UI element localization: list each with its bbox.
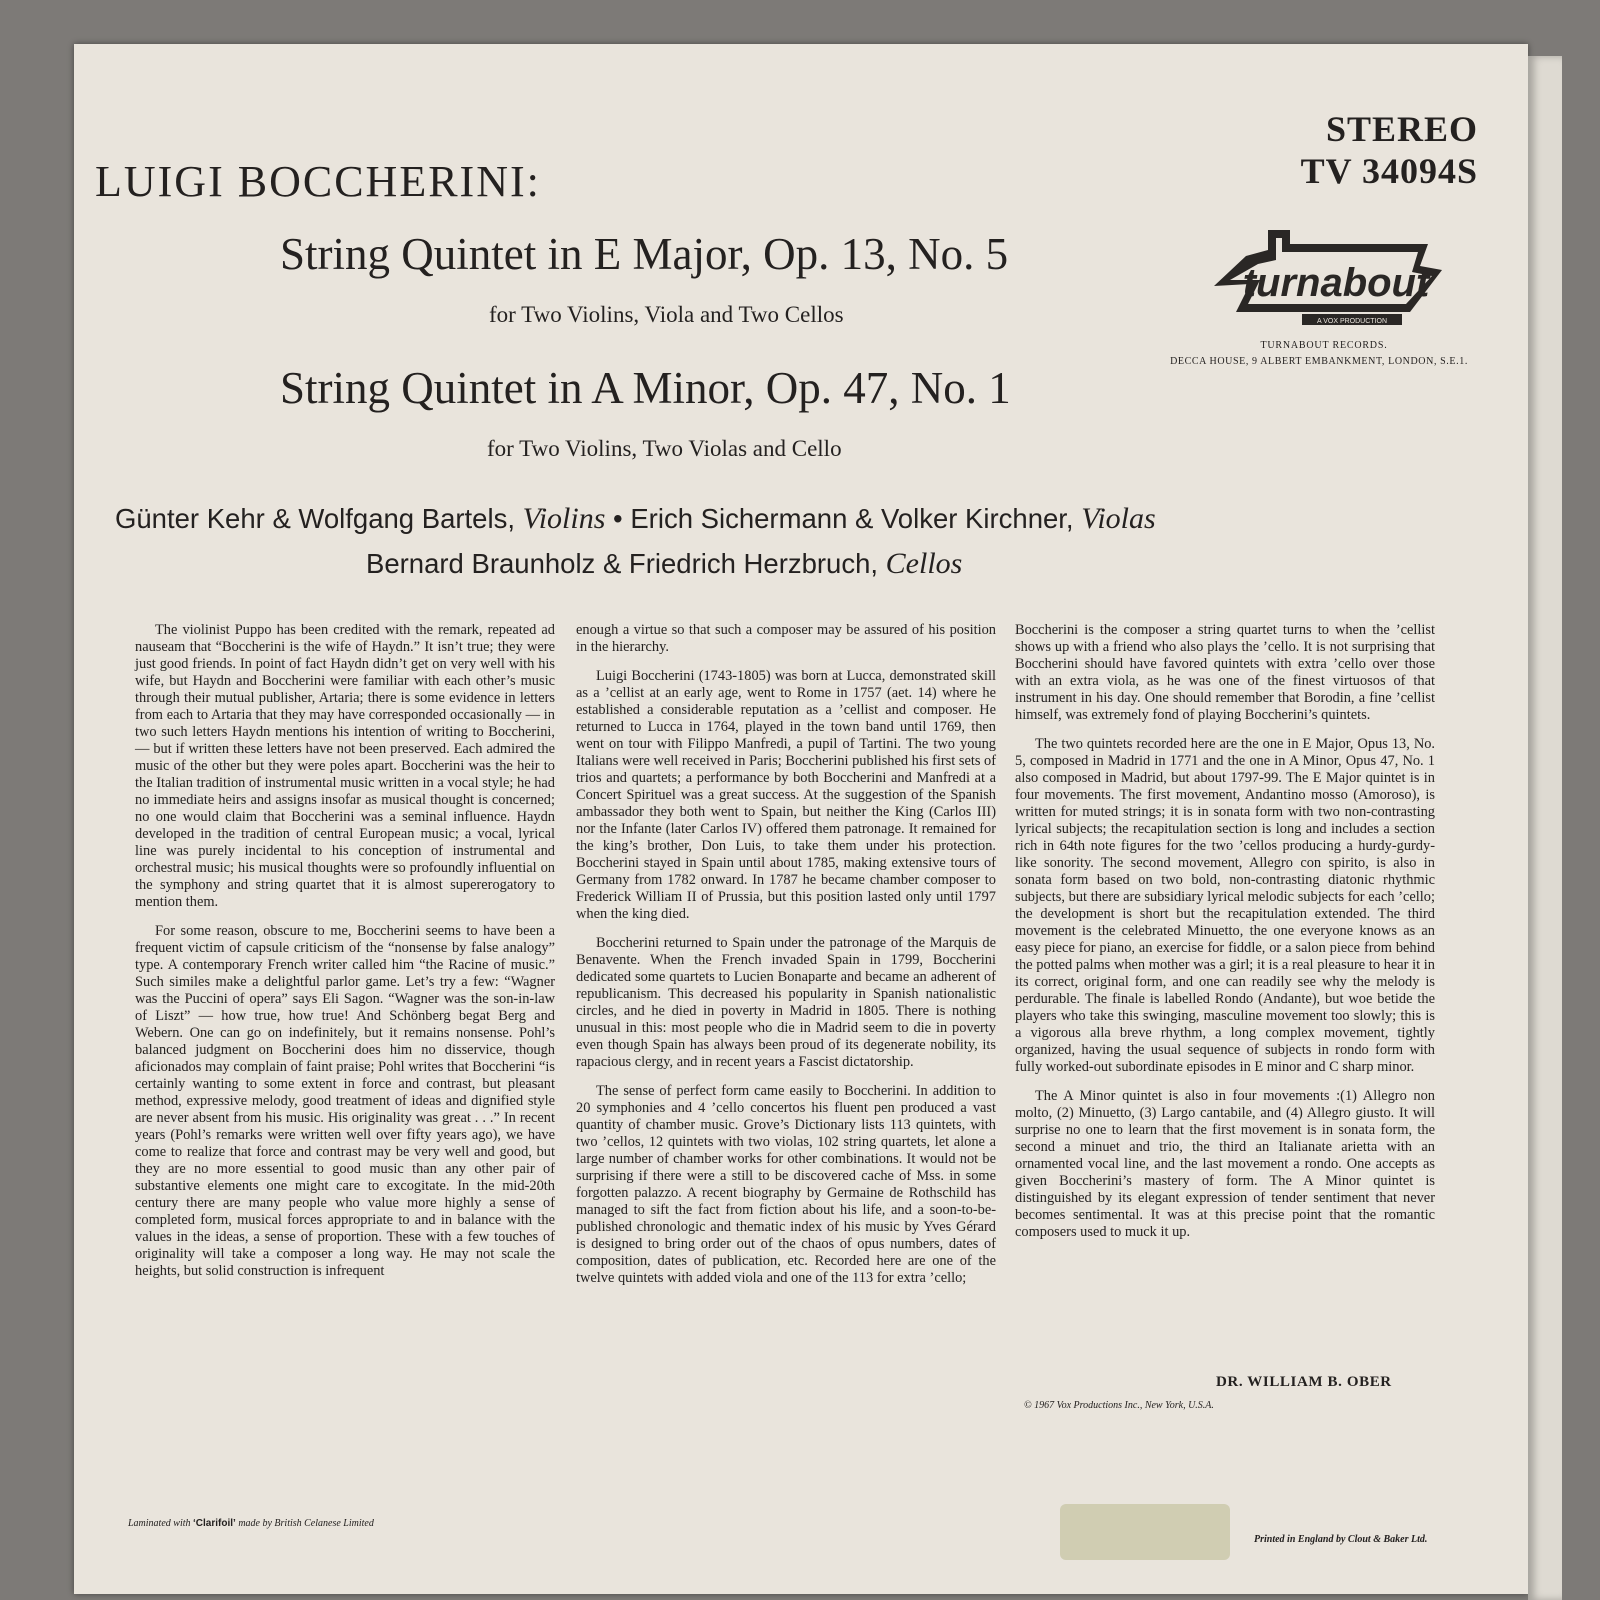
notes-column-2: [576, 622, 996, 1299]
violas-role: Violas: [1081, 502, 1156, 535]
instrumentation-1: for Two Violins, Viola and Two Cellos: [489, 302, 844, 327]
laminate-suffix: made by British Celanese Limited: [235, 1518, 374, 1529]
logo-wordmark: turnabout: [1242, 261, 1430, 305]
notes-paragraph: Boccherini returned to Spain under the patronage of the Marquis de Benavente. When the French invaded Spain in 1799, Boccherini dedicated some quartets to Lucien Bonaparte and became an adherent of republicanism. This decreased his popularity in Spanish nationalistic circles, and he died in poverty in Madrid in 1805. There is nothing unusual in this: most people who die in Madrid seem to die in poverty even though Spain has always been proud of its degenerate nobility, its rapacious clergy, and in recent years a Fascist dictatorship.: [576, 935, 996, 1070]
notes-paragraph: For some reason, obscure to me, Boccherini seems to have been a frequent victim of capsule criticism of the “nonsense by false analogy” type. A contemporary French writer called him “the Racine of music.” Such similes make a delightful parlor game. Let’s try a few: “Wagner was the Puccini of opera” says Eli Sagon. “Wagner was the son-in-law of Liszt” — how true, how true! And Schönberg begat Berg and Webern. One can go on indefinitely, but it remains nonsense. Pohl’s balanced judgment on Boccherini does him no disservice, though aficionados may complain of faint praise; Pohl writes that Boccherini “is certainly wanting to some extent in force and contrast, but pleasant method, expressive melody, good treatment of ideas and dignified style are never absent from his music. His originality was great . . .” In recent years (Pohl’s remarks were written well over fifty years ago), we have come to realize that force and contrast may be very well and good, but they are no more essential to good music than any other pair of substantive elements one might care to excogitate. In the mid-20th century there are many people who value more highly a sense of completed form, musical forces appropriate to and in balance with the values in the ideas, a sense of proportion. These with a few touches of originality will take a composer a long way. He may not scale the heights, but solid construction is infrequent: [135, 923, 555, 1279]
notes-paragraph: enough a virtue so that such a composer may be assured of his position in the hierarchy.: [576, 622, 996, 655]
work-title-1: String Quintet in E Major, Op. 13, No. 5: [280, 229, 1009, 279]
notes-paragraph: The sense of perfect form came easily to Boccherini. In addition to 20 symphonies and 4 ’cello concertos his fluent pen produced a vast quantity of chamber music. Grove’s Dictionary lists 113 quintets, with two ’cellos, 12 quintets with two violas, 102 string quartets, let alone a large number of chamber works for other combinations. It would not be surprising if there were a still to be discovered cache of Mss. in some forgotten palazzo. A recent biography by Germaine de Rothschild has managed to sift the fact from fiction about his life, and a soon-to-be-published chronologic and thematic index of his music by Yves Gérard is designed to bring order out of the chaos of opus numbers, dates of composition, dates of publication, etc. Recorded here are one of the twelve quintets with added viola and one of the 113 for extra ’cello;: [576, 1083, 996, 1286]
composer-title: LUIGI BOCCHERINI:: [95, 157, 541, 206]
turnabout-logo: [1196, 204, 1452, 336]
author-signature: DR. WILLIAM B. OBER: [1216, 1374, 1392, 1390]
laminate-credit: [128, 1518, 374, 1529]
violists: Erich Sichermann & Volker Kirchner,: [630, 503, 1082, 534]
stereo-label: STEREO: [1325, 109, 1478, 149]
bullet-separator: •: [605, 503, 631, 534]
notes-column-3: [1015, 622, 1435, 1253]
notes-paragraph: The A Minor quintet is also in four movements :(1) Allegro non molto, (2) Minuetto, (3) Largo cantabile, and (4) Allegro giusto. It will surprise no one to learn that the first movement is in sonata form, the second a minuet and trio, the third an Italianate arietta with an ornamented vocal line, and the last movement a rondo. One accepts as given Boccherini’s mastery of form. The A Minor quintet is distinguished by its elegant expression of tender sentiment that never becomes sentimental. It was at this precise point that the romantic composers used to muck it up.: [1015, 1088, 1435, 1240]
label-address: DECCA HOUSE, 9 ALBERT EMBANKMENT, LONDON, S.E.1.: [1170, 356, 1468, 367]
instrumentation-2: for Two Violins, Two Violas and Cello: [487, 436, 842, 461]
cellos-role: Cellos: [885, 547, 963, 580]
notes-paragraph: The violinist Puppo has been credited with the remark, repeated ad nauseam that “Boccherini is the wife of Haydn.” It isn’t true; they were just good friends. In point of fact Haydn didn’t get on very well with his wife, but Haydn and Boccherini were familiar with each other’s music through their mutual publisher, Artaria; there is some evidence in letters from each to Artaria that they may have corresponded occasionally — in two such letters Haydn mentions his intention of writing to Boccherini, — but if written these letters have not been preserved. Each admired the music of the other but they were poles apart. Boccherini was the heir to the Italian tradition of instrumental music written in a vocal style; he had no immediate heirs and assigns insofar as musical thought is concerned; no one would claim that Boccherini was a seminal influence. Haydn developed in the tradition of central European music; a vocal, lyrical line was purely incidental to his conception of instrumental and orchestral music; his musical thoughts were so profoundly influential on the symphony and string quartet that it is almost supererogatory to mention them.: [135, 622, 555, 910]
catalog-number: TV 34094S: [1300, 151, 1478, 191]
label-company: TURNABOUT RECORDS.: [1260, 340, 1388, 351]
record-sleeve-back: [74, 44, 1528, 1594]
notes-paragraph: Boccherini is the composer a string quartet turns to when the ’cellist shows up with a friend who also plays the ’cello. It is not surprising that Boccherini should have favored quintets with extra ’cello over those with an extra viola, as he was one of the finest virtuosos of that instrument in his day. One should remember that Borodin, a fine ’cellist himself, was extremely fond of playing Boccherini’s quintets.: [1015, 622, 1435, 723]
notes-paragraph: The two quintets recorded here are the one in E Major, Opus 13, No. 5, composed in Madrid in 1771 and the one in A Minor, Opus 47, No. 1 also composed in Madrid, but about 1797-99. The E Major quintet is in four movements. The first movement, Andantino mosso (Amoroso), is written for muted strings; it is in sonata form with two non-contrasting lyrical subjects; the recapitulation section is long and includes a section rich in 64th note figures for the two ’cellos producing a hurdy-gurdy-like sonority. The second movement, Allegro con spirito, is also in sonata form based on two bold, non-contrasting diatonic rhythmic subjects, but there are subsidiary lyrical melodic subjects for each ’cello; the development is short but the recapitulation extended. The third movement is the celebrated Minuetto, the one everyone knows as an easy piece for piano, an exercise for fiddle, or a salon piece from behind the potted palms when mother was a girl; it is a real pleasure to hear it in its correct, original form, and one can readily see why the melody is perdurable. The finale is labelled Rondo (Andante), but woe betide the players who take this swinging, masculine movement too slowly; this is a vigorous alla breve rhythm, a long complex movement, tightly organized, having the usual sequence of subjects in rondo form with fully worked-out subordinate episodes in E minor and C sharp minor.: [1015, 736, 1435, 1075]
notes-paragraph: Luigi Boccherini (1743-1805) was born at Lucca, demonstrated skill as a ’cellist at an early age, went to Rome in 1757 (aet. 14) where he established a considerable reputation as a ’cellist and composer. He returned to Lucca in 1764, played in the town band until 1769, then went on tour with Filippo Manfredi, a pupil of Tartini. The two young Italians were well received in Paris; Boccherini published his first sets of trios and quartets; a performance by both Boccherini and Manfredi at a Concert Spirituel was a great success. At the suggestion of the Spanish ambassador they both went to Spain, but neither the King (Carlos III) nor the Infante (later Carlos IV) offered them patronage. It remained for the king’s brother, Don Luis, to take them under his protection. Boccherini stayed in Spain until about 1785, making extensive tours of Germany from 1782 onward. In 1787 he became chamber composer to Frederick William II of Prussia, but this position lasted only until 1797 when the king died.: [576, 668, 997, 922]
cellists: Bernard Braunholz & Friedrich Herzbruch,: [366, 548, 886, 579]
printer-credit: Printed in England by Clout & Baker Ltd.: [1254, 1534, 1428, 1545]
notes-column-1: [135, 622, 555, 1292]
sleeve-edge: [1528, 56, 1562, 1600]
sticker-residue: [1060, 1504, 1230, 1560]
performers-line-1: [115, 502, 1156, 536]
performers-line-2: [366, 547, 962, 581]
work-title-2: String Quintet in A Minor, Op. 47, No. 1: [280, 363, 1011, 413]
violins-role: Violins: [522, 502, 606, 535]
laminate-brand: ‘Clarifoil’: [193, 1518, 236, 1529]
violinists: Günter Kehr & Wolfgang Bartels,: [115, 503, 523, 534]
logo-subtext: A VOX PRODUCTION: [1316, 318, 1388, 325]
copyright-line: © 1967 Vox Productions Inc., New York, U.S.A.: [1024, 1400, 1214, 1411]
laminate-prefix: Laminated with: [128, 1518, 194, 1529]
